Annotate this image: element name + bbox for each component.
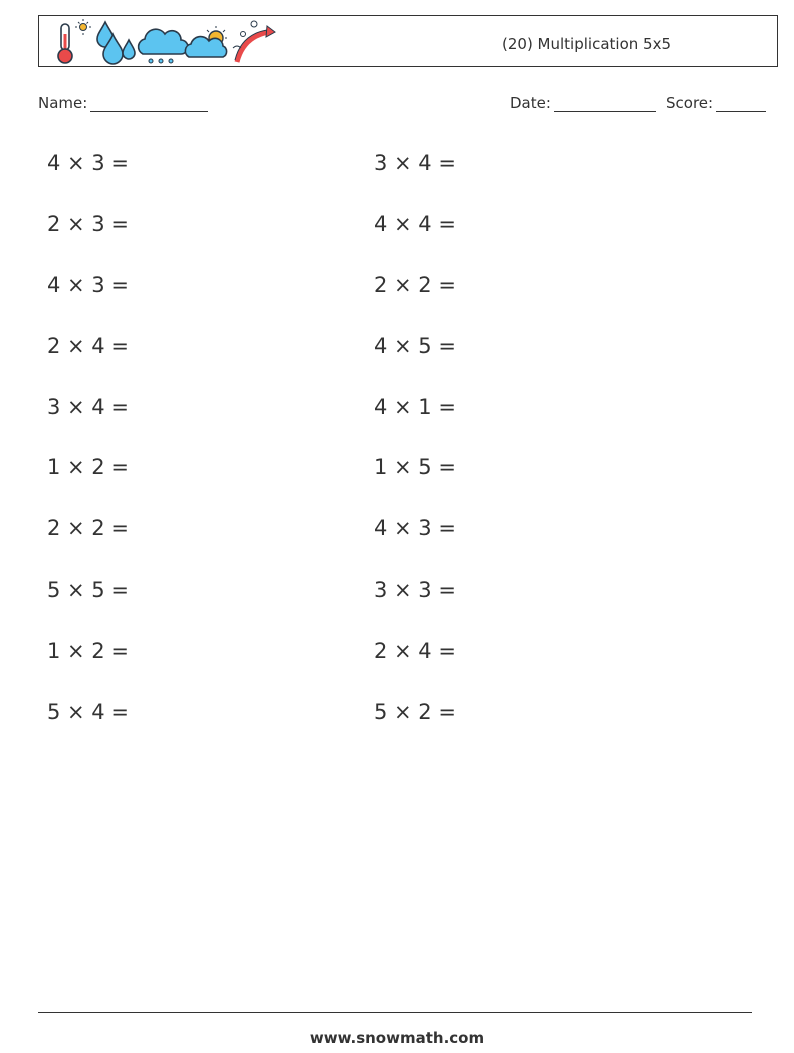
score-field[interactable]: [666, 94, 766, 112]
rain-cloud-icon: [139, 29, 188, 63]
weather-icons: [47, 18, 277, 66]
problem-12: 4 × 4 =: [374, 212, 456, 236]
problem-7: 2 × 2 =: [47, 516, 129, 540]
worksheet-title: (20) Multiplication 5x5: [502, 35, 671, 53]
problem-13: 2 × 2 =: [374, 273, 456, 297]
wind-icon: [233, 21, 275, 62]
problem-4: 2 × 4 =: [47, 334, 129, 358]
date-label: Date:: [510, 94, 551, 112]
problem-9: 1 × 2 =: [47, 639, 129, 663]
cloud-sun-icon: [185, 26, 227, 57]
problem-1: 4 × 3 =: [47, 151, 129, 175]
problem-5: 3 × 4 =: [47, 395, 129, 419]
problem-11: 3 × 4 =: [374, 151, 456, 175]
problem-6: 1 × 2 =: [47, 455, 129, 479]
score-label: Score:: [666, 94, 714, 112]
date-blank[interactable]: [554, 96, 656, 112]
problem-3: 4 × 3 =: [47, 273, 129, 297]
date-field[interactable]: [510, 94, 656, 112]
problem-18: 3 × 3 =: [374, 578, 456, 602]
footer-url[interactable]: www.snowmath.com: [309, 1029, 485, 1047]
problem-10: 5 × 4 =: [47, 700, 129, 724]
footer-divider: [38, 1012, 752, 1013]
worksheet-header: [38, 15, 778, 67]
problem-17: 4 × 3 =: [374, 516, 456, 540]
name-blank[interactable]: [90, 96, 208, 112]
thermometer-sun-icon: [58, 19, 91, 63]
problem-14: 4 × 5 =: [374, 334, 456, 358]
problem-16: 1 × 5 =: [374, 455, 456, 479]
problem-2: 2 × 3 =: [47, 212, 129, 236]
name-label: Name:: [38, 94, 88, 112]
problem-19: 2 × 4 =: [374, 639, 456, 663]
name-field[interactable]: [38, 94, 208, 112]
problem-20: 5 × 2 =: [374, 700, 456, 724]
problem-8: 5 × 5 =: [47, 578, 129, 602]
problem-15: 4 × 1 =: [374, 395, 456, 419]
score-blank[interactable]: [716, 96, 766, 112]
water-drops-icon: [97, 22, 135, 64]
